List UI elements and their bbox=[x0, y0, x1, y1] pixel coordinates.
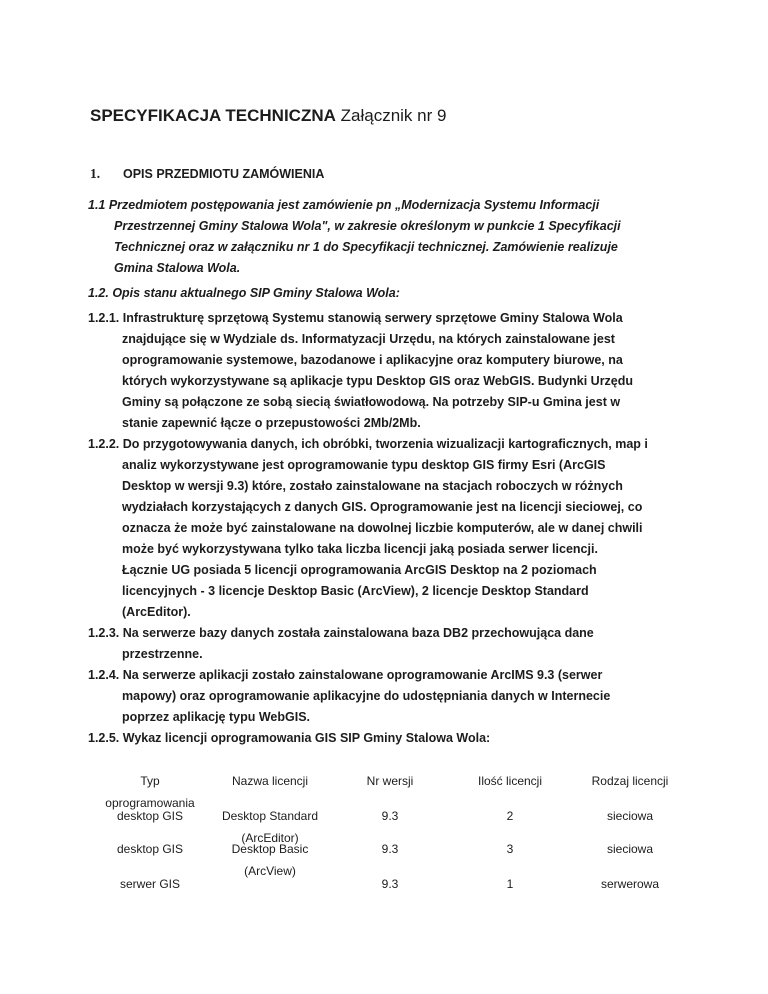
text-line: 1.2.2. Do przygotowywania danych, ich obróbki, tworzenia wizualizacji kartograficznych, map i bbox=[88, 437, 648, 451]
paragraph-1-2-4 bbox=[88, 665, 748, 728]
table-cell-line: 9.3 bbox=[381, 842, 399, 856]
text-line: 1.2. Opis stanu aktualnego SIP Gminy Stalowa Wola: bbox=[88, 286, 400, 300]
text-line: znajdujące się w Wydziale ds. Informatyzacji Urzędu, na których zainstalowane jest bbox=[122, 332, 615, 346]
table-cell-line: serwer GIS bbox=[119, 877, 180, 891]
text-line: wydziałach korzystających z danych GIS. Oprogramowanie jest na licencji sieciowej, co bbox=[122, 500, 643, 514]
text-line: 1.2.5. Wykaz licencji oprogramowania GIS SIP Gminy Stalowa Wola: bbox=[88, 731, 491, 745]
table-cell-line: Nazwa licencji bbox=[231, 774, 309, 788]
table-cell-line: 1 bbox=[506, 877, 514, 891]
table-cell-line: Desktop Basic bbox=[231, 842, 309, 856]
paragraph-1-2-5 bbox=[88, 728, 748, 749]
text-line: analiz wykorzystywane jest oprogramowanie typu desktop GIS firmy Esri (ArcGIS bbox=[122, 458, 606, 472]
table-cell-line: Typ bbox=[140, 774, 160, 788]
paragraph-1-2 bbox=[88, 283, 748, 304]
table-cell-line: 9.3 bbox=[381, 809, 399, 823]
text-line: Technicznej oraz w załączniku nr 1 do Specyfikacji technicznej. Zamówienie realizuje bbox=[114, 240, 618, 254]
text-line: Desktop w wersji 9.3) które, zostało zainstalowane na stacjach roboczych w różnych bbox=[122, 479, 623, 493]
table-cell-line: 2 bbox=[506, 809, 514, 823]
text-line: 1.2.4. Na serwerze aplikacji zostało zainstalowane oprogramowanie ArcIMS 9.3 (serwer bbox=[88, 668, 603, 682]
paragraph-1-2-1 bbox=[88, 308, 748, 434]
table-cell-line: Ilość licencji bbox=[477, 774, 543, 788]
text-line: Gmina Stalowa Wola. bbox=[114, 261, 241, 275]
table-cell-line: sieciowa bbox=[606, 842, 654, 856]
text-line: Gminy są połączone ze sobą siecią światłowodową. Na potrzeby SIP-u Gmina jest w bbox=[122, 395, 621, 409]
table-cell-line: 3 bbox=[506, 842, 514, 856]
text-line: może być wykorzystywana tylko taka liczba licencji jaką posiada serwer licencji. bbox=[122, 542, 598, 556]
text-line: Przestrzennej Gminy Stalowa Wola", w zakresie określonym w punkcie 1 Specyfikacji bbox=[114, 219, 621, 233]
paragraph-1-1 bbox=[88, 195, 748, 279]
text-line: oprogramowanie systemowe, bazodanowe i aplikacyjne oraz komputery biurowe, na bbox=[122, 353, 623, 367]
text-line: 1.1 Przedmiotem postępowania jest zamówienie pn „Modernizacja Systemu Informacji bbox=[88, 198, 600, 212]
text-line: mapowy) oraz oprogramowanie aplikacyjne do udostępniania danych w Internecie bbox=[122, 689, 611, 703]
table-cell-line: oprogramowania bbox=[105, 796, 195, 810]
table-cell-line: Nr wersji bbox=[366, 774, 414, 788]
table-cell-line: Desktop Standard bbox=[221, 809, 319, 823]
table-cell bbox=[330, 873, 450, 895]
table-row bbox=[90, 873, 690, 895]
document-title-main: SPECYFIKACJA TECHNICZNA bbox=[90, 106, 336, 125]
table-cell-line: desktop GIS bbox=[116, 842, 184, 856]
table-cell bbox=[570, 873, 690, 895]
paragraph-1-2-3 bbox=[88, 623, 748, 665]
section-heading bbox=[90, 163, 324, 185]
table-row bbox=[90, 805, 690, 845]
paragraph-1-2-2 bbox=[88, 434, 748, 623]
table-cell-line: desktop GIS bbox=[116, 809, 184, 823]
document-title bbox=[90, 105, 446, 127]
table-cell-line: serwerowa bbox=[600, 877, 660, 891]
table-header-row bbox=[90, 770, 690, 810]
table-row bbox=[90, 838, 690, 878]
table-cell-line: (ArcView) bbox=[244, 864, 296, 878]
text-line: których wykorzystywane są aplikacje typu Desktop GIS oraz WebGIS. Budynki Urzędu bbox=[122, 374, 634, 388]
section-number: 1. bbox=[90, 166, 101, 181]
table-cell-line: sieciowa bbox=[606, 809, 654, 823]
text-line: 1.2.1. Infrastrukturę sprzętową Systemu stanowią serwery sprzętowe Gminy Stalowa Wola bbox=[88, 311, 623, 325]
text-line: oznacza że może być zainstalowane na dowolnej liczbie komputerów, ale w danej chwili bbox=[122, 521, 643, 535]
table-cell-line: Rodzaj licencji bbox=[591, 774, 669, 788]
table-cell bbox=[90, 873, 210, 895]
text-line: (ArcEditor). bbox=[122, 605, 191, 619]
text-line: licencyjnych - 3 licencje Desktop Basic (ArcView), 2 licencje Desktop Standard bbox=[122, 584, 589, 598]
text-line: Łącznie UG posiada 5 licencji oprogramowania ArcGIS Desktop na 2 poziomach bbox=[122, 563, 597, 577]
table-cell bbox=[450, 873, 570, 895]
section-title: OPIS PRZEDMIOTU ZAMÓWIENIA bbox=[123, 167, 325, 181]
license-table bbox=[90, 770, 690, 895]
table-cell bbox=[210, 873, 330, 895]
paragraph-list bbox=[88, 195, 748, 749]
text-line: poprzez aplikację typu WebGIS. bbox=[122, 710, 311, 724]
table-cell-line: (ArcEditor) bbox=[241, 831, 299, 845]
text-line: 1.2.3. Na serwerze bazy danych została zainstalowana baza DB2 przechowująca dane bbox=[88, 626, 594, 640]
text-line: przestrzenne. bbox=[122, 647, 203, 661]
document-title-attachment: Załącznik nr 9 bbox=[340, 106, 447, 125]
text-line: stanie zapewnić łącze o przepustowości 2Mb/2Mb. bbox=[122, 416, 421, 430]
table-cell-line: 9.3 bbox=[381, 877, 399, 891]
